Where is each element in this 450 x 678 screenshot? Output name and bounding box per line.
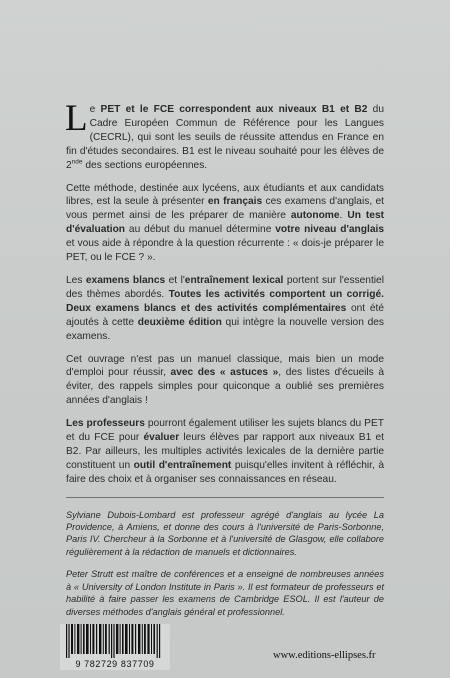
tips-paragraph: Cet ouvrage n'est pas un manuel classique, mais bien un mode d'emploi pour réussir, avec des « astuces », des listes d'écueils à éviter, des rappels simples pour quiconque a oublié ses premières années d'anglais ! <box>66 353 384 407</box>
exams-paragraph: Les examens blancs et l'entraînement lexical portent sur l'essentiel des thèmes abordés. Toutes les activités comportent un corrigé. Deux examens blancs et des activités complémentaires ont été ajoutés à cette deuxième édition qui intègre la nouvelle version des examens. <box>66 274 384 342</box>
method-paragraph: Cette méthode, destinée aux lycéens, aux étudiants et aux candidats libres, est la seule à présenter en français ces examens d'anglais, et vous permet ainsi de les préparer de manière autonome. Un test d'évaluation au début du manuel détermine votre niveau d'anglais et vous aide à répondre à la question récurrente : « dois-je préparer le PET, ou le FCE ? ». <box>66 182 385 264</box>
back-cover-text <box>65 98 385 628</box>
section-divider <box>66 497 384 498</box>
intro-paragraph: Le PET et le FCE correspondent aux niveaux B1 et B2 du Cadre Européen Commun de Référence pour les Langues (CECRL), qui sont les seuils de réussite attendus en France en fin d'études secondaires. B1 est le niveau souhaité pour les élèves de 2nde des sections européennes. <box>65 98 385 171</box>
isbn-digits: 9 782729 837709 <box>75 659 155 669</box>
barcode-bars-icon <box>66 624 164 658</box>
teachers-paragraph: Les professeurs pourront également utiliser les sujets blancs du PET et du FCE pour évaluer leurs élèves par rapport aux niveaux B1 et B2. Par ailleurs, les multiples activités lexicales de la dernière partie constituent un outil d'entraînement puisqu'elles invitent à réfléchir, à faire des choix et à organiser ses connaissances en réseau. <box>66 418 385 485</box>
author-bio-strutt: Peter Strutt est maître de conférences et a enseigné de nombreuses années à « University of London Institute in Paris ». Il est formateur de professeurs et habilité à faire passer les examens de Cambridge ESOL. Il est l'auteur de diverses méthodes d'anglais général et professionnel. <box>66 569 384 617</box>
author-bio-dubois-lombard: Sylviane Dubois-Lombard est professeur agrégé d'anglais au lycée La Providence, à Amiens, et donne des cours à l'université de Paris-Sorbonne, Paris IV. Chercheur à la Sorbonne et à l'université de Glasgow, elle collabore régulièrement à la rédaction de manuels et dictionnaires. <box>66 509 384 557</box>
isbn-barcode <box>60 624 170 670</box>
drop-cap: L <box>65 98 88 139</box>
publisher-website: www.editions-ellipses.fr <box>273 650 376 661</box>
